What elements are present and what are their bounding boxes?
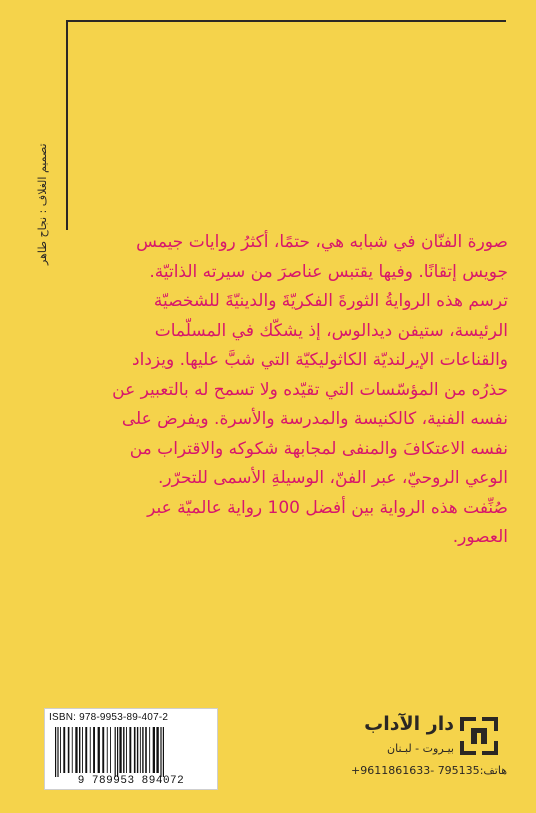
blurb-line: نفسه الاعتكافَ والمنفى لمجابهة شكوكه والاقتراب من: [129, 438, 508, 459]
blurb-line: حذرُه من المؤسّسات التي تقيّده ولا تسمح له بالتعبير عن: [112, 379, 508, 400]
cover-design-credit: تصميم الغلاف : نجاح طاهر: [36, 143, 49, 265]
blurb-line: صُنِّفت هذه الرواية بين أفضل 100 رواية عالميّة عبر: [147, 497, 508, 518]
blurb-line: جويس إتقانًا. وفيها يقتبس عناصرَ من سيرته الذاتيّة.: [149, 261, 508, 282]
isbn-barcode-box: [44, 708, 218, 790]
blurb-line: نفسه الفنية، كالكنيسة والمدرسة والأسرة. ويفرض على: [121, 409, 508, 429]
frame-top-line: [66, 20, 506, 22]
publisher-logo-icon: [458, 715, 500, 757]
publisher-city: بيـروت - لبـنان: [387, 742, 454, 755]
blurb-line: العصور.: [452, 527, 508, 547]
book-blurb: [20, 228, 508, 553]
blurb-line: الرئيسة، ستيفن ديدالوس، إذ يشكّك في المسلّمات: [154, 320, 508, 341]
blurb-line: الوعي الروحيّ، عبر الفنّ، الوسيلةِ الأسمى للتحرّر.: [157, 468, 508, 488]
frame-left-line: [66, 20, 68, 230]
blurb-line: والقناعات الإيرلنديّة الكاثوليكيّة التي شبَّ عليها. ويزداد: [132, 350, 508, 370]
barcode-icon: [53, 727, 209, 777]
barcode-digits: 9 789953 894072: [77, 775, 185, 787]
isbn-label: ISBN: 978-9953-89-407-2: [49, 712, 169, 723]
blurb-line: ترسم هذه الروايةُ الثورةَ الفكريّةَ والدينيّةَ للشخصيّة: [153, 291, 508, 311]
publisher-name: دار الآداب: [364, 713, 454, 735]
publisher-phone: هاتف:795135 -9611861633+: [351, 764, 507, 777]
blurb-line: صورة الفنّان في شبابه هي، حتمًا، أكثرُ روايات جيمس: [136, 232, 508, 252]
